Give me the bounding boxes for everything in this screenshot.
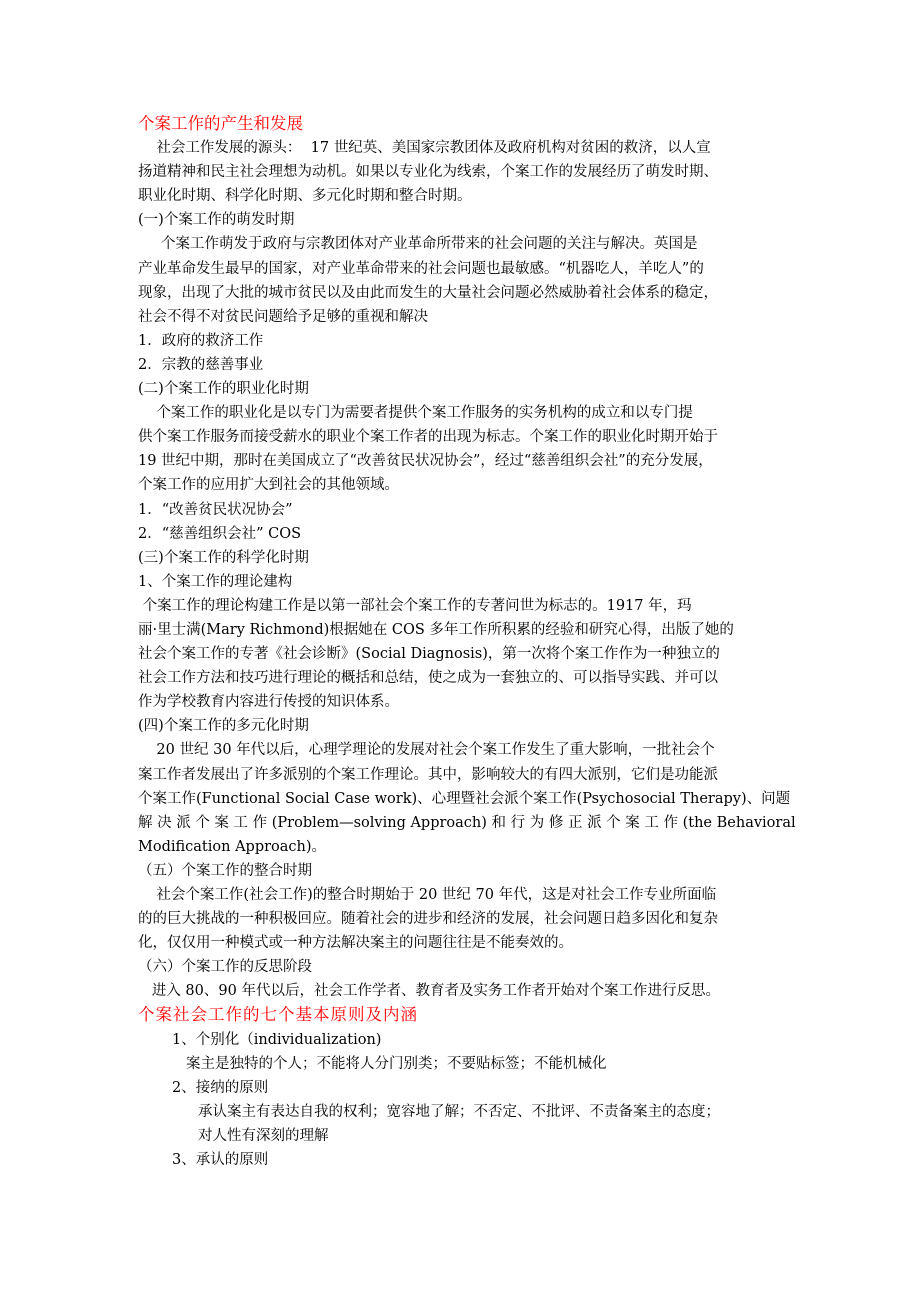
paragraph-line: 个案工作(Functional Social Case work)、心理暨社会派个案工作(Psychosocial Therapy)、问题 bbox=[138, 790, 791, 807]
paragraph-line: 化，仅仅用一种模式或一种方法解决案主的问题往往是不能奏效的。 bbox=[138, 935, 573, 952]
paragraph-line: 扬道精神和民主社会理想为动机。如果以专业化为线索，个案工作的发展经历了萌发时期、 bbox=[138, 164, 718, 181]
paragraph-line: 个案工作的应用扩大到社会的其他领域。 bbox=[138, 477, 399, 494]
subsection-heading: （六）个案工作的反思阶段 bbox=[138, 959, 312, 976]
paragraph-line: 个案工作的理论构建工作是以第一部社会个案工作的专著问世为标志的。1917 年，玛 bbox=[138, 597, 692, 614]
paragraph-line: 解 决 派 个 案 工 作 (Problem—solving Approach) 和 行 为 修 正 派 个 案 工 作 (the Behavioral bbox=[138, 814, 796, 831]
principle-content: 对人性有深刻的理解 bbox=[198, 1127, 329, 1144]
paragraph-line: 进入 80、90 年代以后，社会工作学者、教育者及实务工作者开始对个案工作进行反思。 bbox=[138, 983, 720, 1000]
sub-heading: 1、个案工作的理论建构 bbox=[138, 573, 293, 590]
subsection-heading: (四)个案工作的多元化时期 bbox=[138, 718, 309, 735]
paragraph-line: Modification Approach)。 bbox=[138, 838, 327, 855]
paragraph-line: 社会个案工作(社会工作)的整合时期始于 20 世纪 70 年代，这是对社会工作专业所面临 bbox=[138, 887, 717, 903]
principle-label: 1、个别化（individualization) bbox=[172, 1031, 382, 1048]
subsection-heading: (一)个案工作的萌发时期 bbox=[138, 212, 295, 229]
paragraph-line: 供个案工作服务而接受薪水的职业个案工作者的出现为标志。个案工作的职业化时期开始于 bbox=[138, 429, 718, 446]
paragraph-line: 20 世纪 30 年代以后，心理学理论的发展对社会个案工作发生了重大影响，一批社会个 bbox=[138, 742, 715, 759]
paragraph-line: 丽·里士满(Mary Richmond)根据她在 COS 多年工作所积累的经验和研究心得，出版了她的 bbox=[138, 621, 734, 638]
paragraph-line: 社会工作方法和技巧进行理论的概括和总结，使之成为一套独立的、可以指导实践、并可以 bbox=[138, 670, 718, 687]
document-page bbox=[138, 112, 796, 1172]
principle-label: 2、接纳的原则 bbox=[172, 1079, 269, 1096]
section-title-principles: 个案社会工作的七个基本原则及内涵 bbox=[138, 1005, 418, 1025]
list-item: 1．“改善贫民状况协会” bbox=[138, 501, 293, 518]
paragraph-line: 19 世纪中期，那时在美国成立了“改善贫民状况协会”，经过“慈善组织会社”的充分发展， bbox=[138, 453, 713, 470]
paragraph-line: 现象，出现了大批的城市贫民以及由此而发生的大量社会问题必然威胁着社会体系的稳定， bbox=[138, 284, 718, 301]
paragraph-line: 社会个案工作的专著《社会诊断》(Social Diagnosis)，第一次将个案工作作为一种独立的 bbox=[138, 646, 720, 663]
subsection-heading: （五）个案工作的整合时期 bbox=[138, 862, 312, 879]
subsection-heading: (三)个案工作的科学化时期 bbox=[138, 549, 309, 566]
paragraph-line: 作为学校教育内容进行传授的知识体系。 bbox=[138, 694, 399, 711]
paragraph-line: 个案工作的职业化是以专门为需要者提供个案工作服务的实务机构的成立和以专门提 bbox=[138, 405, 693, 422]
principle-label: 3、承认的原则 bbox=[172, 1152, 269, 1169]
paragraph-line: 社会不得不对贫民问题给予足够的重视和解决 bbox=[138, 308, 428, 325]
principle-content: 案主是独特的个人；不能将人分门别类；不要贴标签；不能机械化 bbox=[186, 1055, 607, 1072]
principle-content: 承认案主有表达自我的权利；宽容地了解；不否定、不批评、不责备案主的态度； bbox=[198, 1103, 720, 1120]
list-item: 2．“慈善组织会社” COS bbox=[138, 525, 302, 542]
list-item: 1．政府的救济工作 bbox=[138, 332, 264, 349]
paragraph-line: 个案工作萌发于政府与宗教团体对产业革命所带来的社会问题的关注与解决。英国是 bbox=[138, 236, 698, 253]
paragraph-line: 案工作者发展出了许多派别的个案工作理论。其中，影响较大的有四大派别，它们是功能派 bbox=[138, 766, 718, 783]
subsection-heading: (二)个案工作的职业化时期 bbox=[138, 381, 309, 398]
paragraph-line: 职业化时期、科学化时期、多元化时期和整合时期。 bbox=[138, 188, 472, 205]
paragraph-line: 产业革命发生最早的国家，对产业革命带来的社会问题也最敏感。“机器吃人，羊吃人”的 bbox=[138, 260, 704, 277]
paragraph-line: 社会工作发展的源头： 17 世纪英、美国家宗教团体及政府机构对贫困的救济，以人宣 bbox=[138, 140, 711, 157]
list-item: 2．宗教的慈善事业 bbox=[138, 356, 264, 373]
paragraph-line: 的的巨大挑战的一种积极回应。随着社会的进步和经济的发展，社会问题日趋多因化和复杂 bbox=[138, 911, 718, 928]
section-title-origin: 个案工作的产生和发展 bbox=[138, 114, 303, 133]
